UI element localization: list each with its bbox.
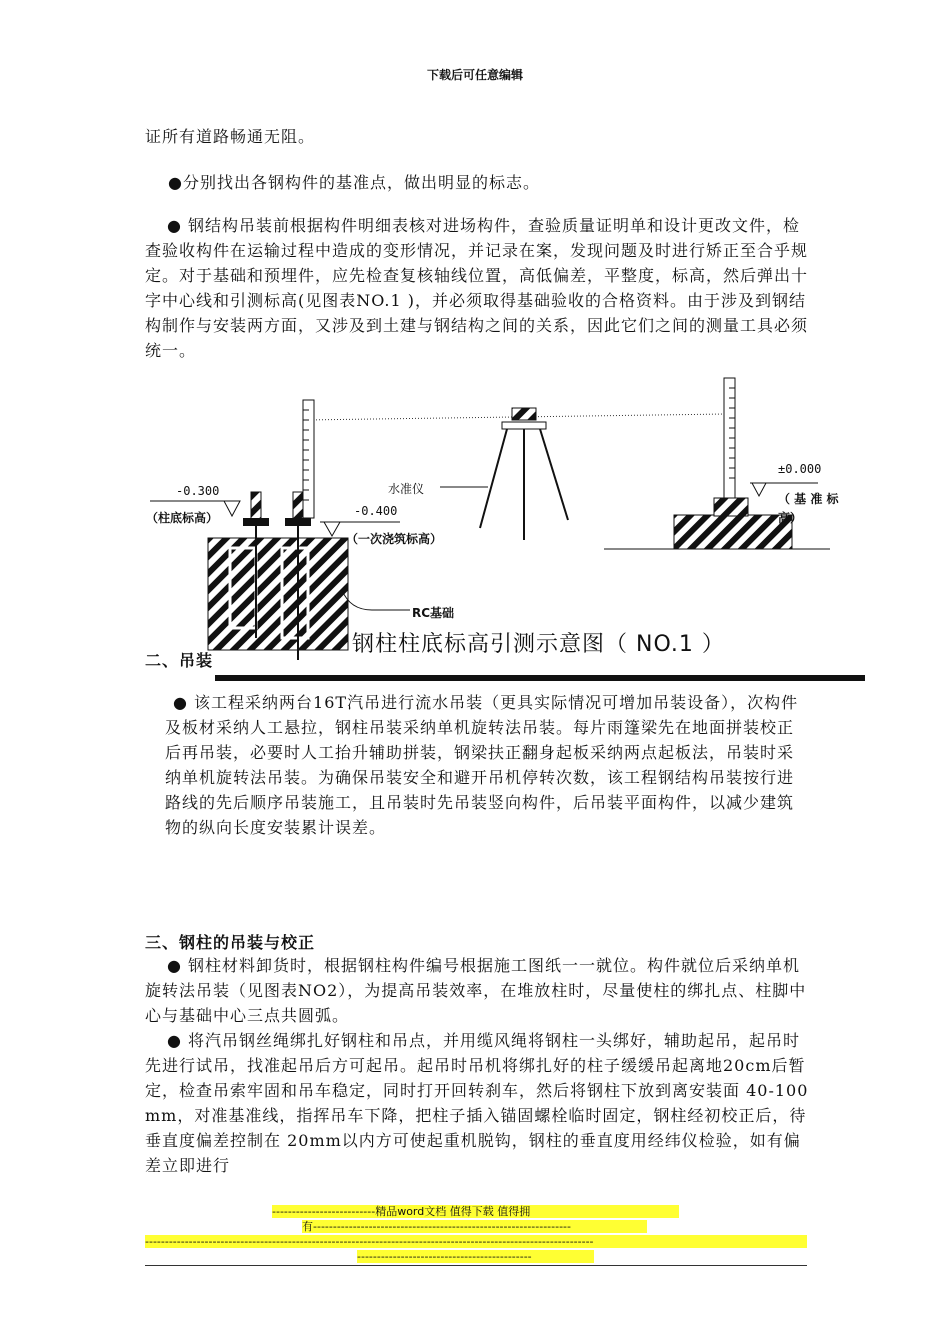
footer-line-3: ----------------------------------------------------------------------------------------------------------------- — [145, 1235, 807, 1248]
label-first-pour: （一次浇筑标高） — [346, 532, 443, 546]
paragraph-4: ● 该工程采纳两台16T汽吊进行流水吊装（更具实际情况可增加吊装设备），次构件及板材采纳人工悬拉，钢柱吊装采纳单机旋转法吊装。每片雨篷梁先在地面拼装校正后再吊装，必要时人工抬升辅助拼装，钢梁扶正翻身起板采纳两点起板法，吊装时采纳单机旋转法吊装。为确保吊装安全和避开吊机停转次数，该工程钢结构吊装按行进路线的先后顺序吊装施工，且吊装时先吊装竖向构件，后吊装平面构件，以减少建筑物的纵向长度安装累计误差。 — [165, 693, 799, 837]
level-triangle — [324, 522, 340, 536]
datum-foundation — [674, 515, 792, 549]
figure-caption: 钢柱柱底标高引测示意图（ NO.1 ） — [352, 632, 725, 657]
footer-line-4: -------------------------------------------- — [357, 1250, 594, 1263]
paragraph-5: ● 钢柱材料卸货时，根据钢柱构件编号根据施工图纸一一就位。构件就位后采纳单机旋转法吊装（见图表NO2），为提高吊装效率，在堆放柱时，尽量使柱的绑扎点、柱脚中心与基础中心三点共圆弧。 — [145, 956, 807, 1025]
label-level-instrument: 水准仪 — [388, 482, 425, 496]
footer-rule — [145, 1265, 807, 1266]
heading-3: 三、钢柱的吊装与校正 — [145, 933, 316, 952]
caption-rule — [215, 675, 865, 681]
label-rc-foundation: RC基础 — [412, 606, 455, 620]
paragraph-1: 证所有道路畅通无阻。 — [145, 127, 316, 146]
label-column-base: （柱底标高） — [146, 511, 219, 525]
level-instrument-base — [502, 422, 546, 429]
heading-2: 二、吊装 — [145, 651, 214, 670]
paragraph-6: ● 将汽吊钢丝绳绑扎好钢柱和吊点，并用缆风绳将钢柱一头绑好，辅助起吊，起吊时先进行试吊，找准起吊后方可起吊。起吊时吊机将绑扎好的柱子缓缓吊起离地20cm后暂定，检查吊索牢固和吊车稳定，同时打开回转刹车，然后将钢柱下放到离安装面 40-100 mm，对准基准线，指挥吊车下降，把柱子插入锚固螺栓临时固定，钢柱经初校正后，待垂直度偏差控制在 20mm以内方可使起重机脱钩，钢柱的垂直度用经纬仪检验，如有偏差立即进行 — [145, 1031, 809, 1175]
leader-rc — [342, 590, 410, 610]
tripod-leg — [540, 429, 568, 520]
nut — [243, 518, 269, 526]
nut — [285, 518, 311, 526]
label-datum: （ 基 准 标 高） — [778, 492, 839, 525]
paragraph-2: ●分别找出各钢构件的基准点，做出明显的标志。 — [168, 173, 540, 192]
datum-block — [714, 498, 748, 516]
label-pm-0000: ±0.000 — [778, 462, 822, 476]
figure-no1 — [0, 370, 950, 690]
page-header: 下载后可任意编辑 — [426, 68, 523, 82]
tripod-leg — [480, 429, 507, 528]
level-triangle — [752, 483, 766, 496]
paragraph-3: ● 钢结构吊装前根据构件明细表核对进场构件，查验质量证明单和设计更改文件，检查验收构件在运输过程中造成的变形情况，并记录在案，发现问题及时进行矫正至合乎规定。对于基础和预埋件，应先检查复核轴线位置，高低偏差，平整度，标高，然后弹出十字中心线和引测标高(见图表NO.1 )，并必须取得基础验收的合格资料。由于涉及到钢结构制作与安装两方面，又涉及到土建与钢结构之间的关系，因此它们之间的测量工具必须统一。 — [145, 216, 809, 360]
anchor-bolt — [293, 492, 303, 520]
footer-line-1: --------------------------精品word文档 值得下载 值得拥 — [272, 1205, 679, 1218]
label-minus-0400: -0.400 — [354, 504, 398, 518]
level-instrument-head — [512, 408, 536, 420]
label-minus-0300: -0.300 — [176, 484, 220, 498]
level-triangle — [224, 501, 240, 516]
footer-line-2: 有----------------------------------------------------------------- — [302, 1220, 647, 1233]
anchor-bolt — [251, 492, 261, 520]
